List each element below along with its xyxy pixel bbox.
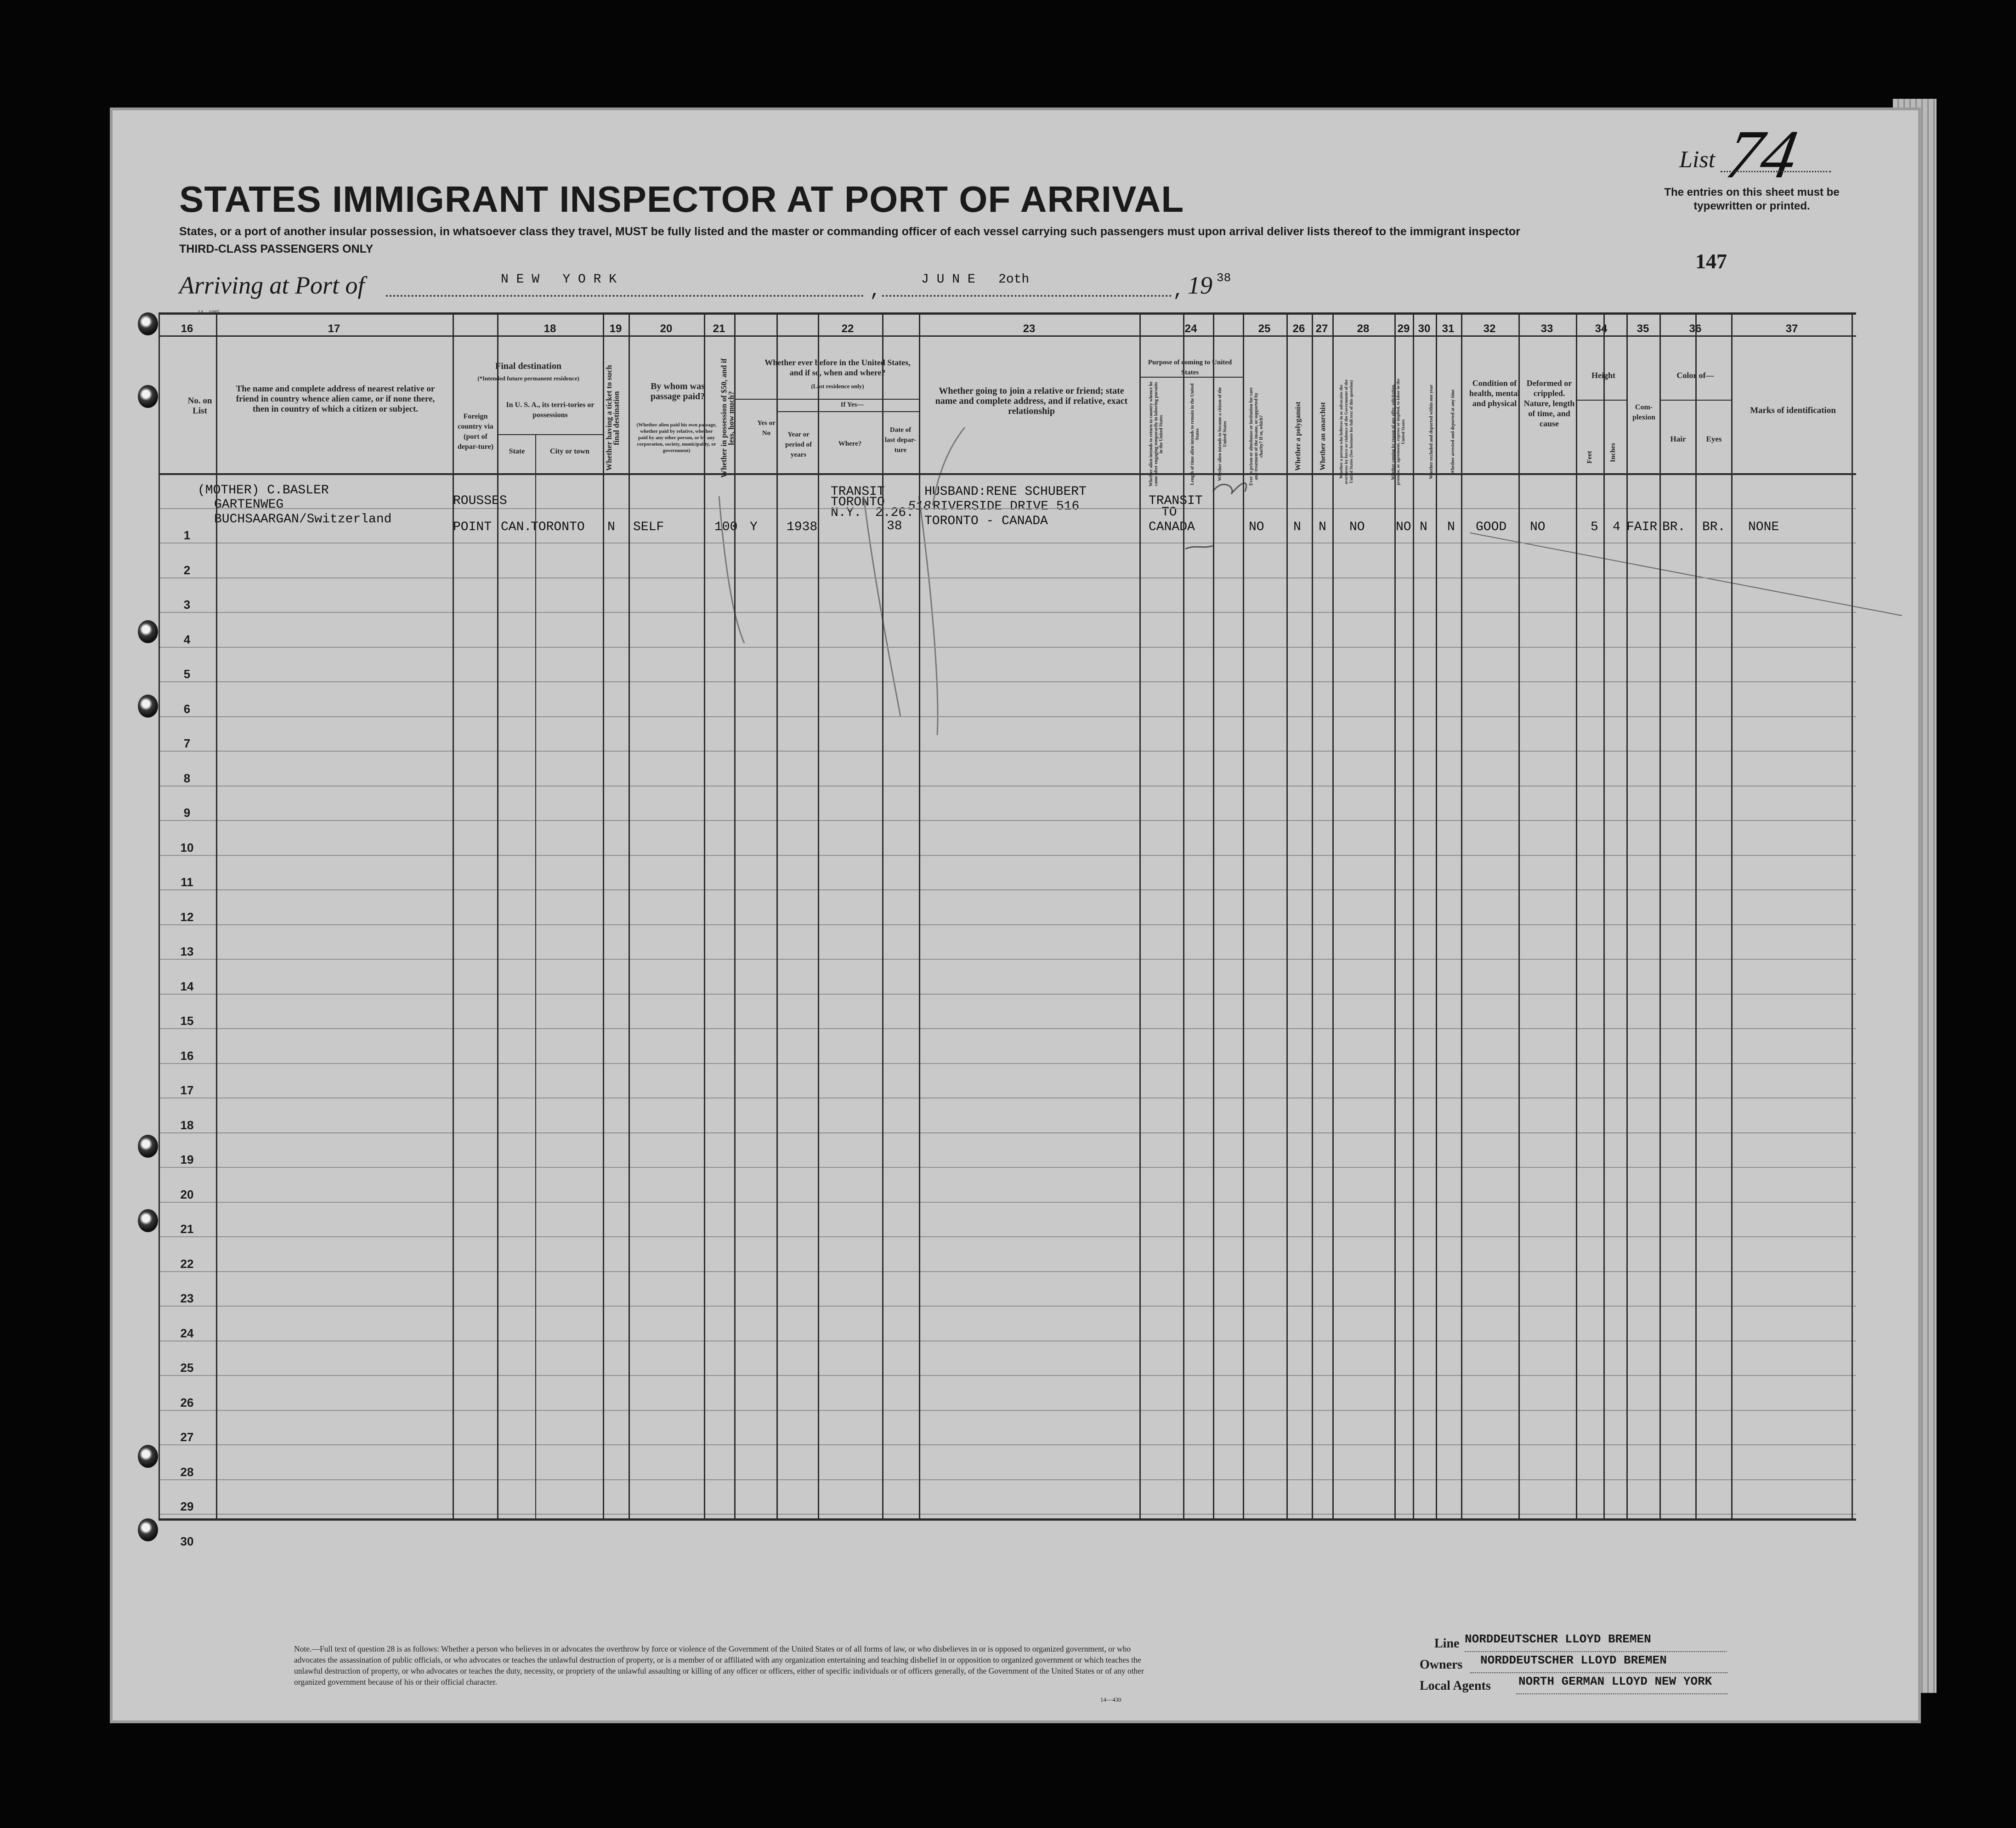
grid-vline bbox=[1183, 312, 1184, 1518]
column-number: 24 bbox=[1184, 323, 1197, 335]
row-rule bbox=[159, 1444, 1856, 1445]
header-c34-title: Height bbox=[1591, 371, 1615, 380]
list-label: List bbox=[1679, 147, 1716, 173]
row-rule bbox=[159, 751, 1856, 752]
page-title: STATES IMMIGRANT INSPECTOR AT PORT OF ARRIVAL bbox=[179, 179, 1184, 220]
grid-vline bbox=[882, 312, 883, 1518]
agents-underline bbox=[1516, 1693, 1727, 1694]
list-number: 74 bbox=[1721, 116, 1803, 192]
header-c20-title: By whom was passage paid? bbox=[650, 381, 705, 402]
header-c22-title: Whether ever before in the United States, and if so, when and where? bbox=[764, 358, 911, 377]
header-c24-title: Purpose of coming to United States bbox=[1148, 359, 1232, 376]
header-c36-eyes: Eyes bbox=[1706, 435, 1722, 443]
grid-vline bbox=[1286, 312, 1288, 1518]
grid-vline bbox=[1461, 312, 1462, 1518]
year-value: 1938 bbox=[787, 520, 818, 534]
grid-vline bbox=[704, 312, 705, 1518]
row-rule bbox=[159, 716, 1856, 717]
header-c22-year: Year or period of years bbox=[785, 431, 812, 458]
c28-value: NO bbox=[1349, 520, 1365, 534]
header-c33: Deformed or crippled. Nature, length of time, and cause bbox=[1523, 379, 1575, 428]
stamp-number: 147 bbox=[1695, 249, 1727, 273]
row-rule bbox=[159, 508, 1856, 509]
grid-vline bbox=[629, 312, 630, 1518]
comma: , bbox=[1173, 281, 1184, 302]
grid-vline bbox=[818, 312, 819, 1518]
header-c18-usa: In U. S. A., its terri-tories or possessions bbox=[506, 401, 595, 419]
row-number: 14 bbox=[180, 979, 194, 993]
c26-value: N bbox=[1293, 520, 1301, 534]
header-c31: Whether arrested and deported at any time bbox=[1450, 389, 1455, 475]
column-number: 34 bbox=[1595, 323, 1608, 335]
row-rule bbox=[159, 1271, 1856, 1272]
state-value: CAN. bbox=[501, 520, 532, 534]
column-number: 26 bbox=[1292, 323, 1305, 335]
grid-vline bbox=[1332, 312, 1334, 1518]
form-code: 14—1085 bbox=[198, 309, 220, 315]
header-c20-sub: (Whether alien paid his own passage, whether paid by relative, whether paid by any other person, or by any corporation, society, municipality, or government) bbox=[636, 422, 717, 453]
row-number: 8 bbox=[183, 771, 191, 785]
row-number: 25 bbox=[180, 1361, 194, 1375]
header-c37: Marks of identification bbox=[1750, 406, 1836, 415]
row-rule bbox=[159, 577, 1856, 578]
row-rule bbox=[159, 1375, 1856, 1376]
row-number: 17 bbox=[180, 1083, 194, 1097]
row-rule bbox=[159, 1028, 1856, 1029]
c31-value: N bbox=[1447, 520, 1455, 534]
join-line3: TORONTO - CANADA bbox=[924, 514, 1048, 528]
where-line2: TORONTO bbox=[831, 495, 885, 509]
row-number: 21 bbox=[180, 1222, 194, 1236]
year-suffix: 38 bbox=[1217, 271, 1231, 285]
money-value: 100 bbox=[714, 520, 738, 534]
grid-vline bbox=[453, 312, 454, 1518]
row-number: 18 bbox=[180, 1118, 194, 1132]
row-rule bbox=[159, 1410, 1856, 1411]
grid-vline bbox=[734, 312, 736, 1518]
grid-vline bbox=[1576, 312, 1577, 1518]
header-subline bbox=[1139, 377, 1243, 378]
purpose-line1: TRANSIT bbox=[1149, 494, 1203, 508]
header-c27: Whether an anarchist bbox=[1319, 402, 1327, 471]
column-number: 22 bbox=[841, 323, 854, 335]
header-subline bbox=[776, 411, 919, 412]
header-c35: Com-plexion bbox=[1632, 403, 1655, 421]
column-number: 29 bbox=[1397, 323, 1410, 335]
line-underline bbox=[1465, 1651, 1727, 1652]
c27-value: N bbox=[1319, 520, 1326, 534]
row-number: 20 bbox=[180, 1187, 194, 1201]
grid-vline bbox=[776, 312, 778, 1518]
header-c30: Whether excluded and deported within one year bbox=[1429, 385, 1434, 479]
row-rule bbox=[159, 786, 1856, 787]
deformed-value: NO bbox=[1530, 520, 1546, 534]
column-number: 27 bbox=[1315, 323, 1328, 335]
row-number: 3 bbox=[183, 598, 191, 611]
header-c22-yesno: Yes or No bbox=[757, 419, 776, 437]
row-rule bbox=[159, 855, 1856, 856]
column-number: 18 bbox=[544, 323, 556, 335]
agents-label: Local Agents bbox=[1420, 1679, 1491, 1693]
grid-vline bbox=[1731, 312, 1733, 1518]
row-rule bbox=[159, 994, 1856, 995]
row-rule bbox=[159, 681, 1856, 682]
column-number: 37 bbox=[1785, 323, 1798, 335]
header-c18-title: Final destination bbox=[495, 361, 561, 371]
entries-note: The entries on this sheet must be typewritten or printed. bbox=[1664, 186, 1840, 212]
owners-underline bbox=[1470, 1672, 1727, 1673]
grid-vline bbox=[497, 312, 498, 1518]
header-c25: Ever in prison or almshouse or institution for care and treatment of the insane, or supported by charity? If so, which? bbox=[1249, 387, 1264, 486]
health-value: GOOD bbox=[1476, 520, 1507, 534]
c29-value: NO bbox=[1396, 520, 1411, 534]
grid-vline bbox=[1394, 312, 1396, 1518]
column-number: 16 bbox=[181, 323, 193, 335]
row-number: 11 bbox=[181, 875, 193, 889]
row-number: 10 bbox=[180, 840, 194, 855]
eyes-value: BR. bbox=[1702, 520, 1726, 534]
c30-value: N bbox=[1420, 520, 1427, 534]
row-rule bbox=[159, 1479, 1856, 1480]
header-c32: Condition of health, mental and physical bbox=[1469, 379, 1520, 408]
purpose-line2: TO bbox=[1161, 505, 1177, 520]
before-us-value: Y bbox=[750, 520, 758, 534]
row-number: 12 bbox=[180, 910, 194, 924]
column-number: 36 bbox=[1689, 323, 1702, 335]
row-number: 30 bbox=[180, 1534, 194, 1548]
grid-vline bbox=[1695, 312, 1697, 1518]
grid-vline bbox=[1243, 312, 1244, 1518]
relative-line3: BUCHSAARGAN/Switzerland bbox=[214, 512, 392, 526]
hair-value: BR. bbox=[1662, 520, 1686, 534]
grid-vline bbox=[1413, 312, 1414, 1518]
grid-vline bbox=[1603, 312, 1605, 1518]
row-number: 23 bbox=[180, 1291, 194, 1305]
row-rule bbox=[159, 612, 1856, 613]
inches-value: 4 bbox=[1613, 520, 1620, 534]
where-line3: N.Y. bbox=[831, 506, 862, 520]
grid-vline bbox=[919, 312, 920, 1518]
header-c24-c: Whether alien intends to become a citizen of the United States bbox=[1218, 387, 1228, 481]
header-c26: Whether a polygamist bbox=[1294, 402, 1302, 471]
row-rule bbox=[159, 1306, 1856, 1307]
header-subline bbox=[1659, 400, 1731, 401]
row-number: 26 bbox=[180, 1395, 194, 1409]
grid-vline bbox=[1436, 312, 1437, 1518]
footnote-code: 14—430 bbox=[1100, 1696, 1121, 1703]
row-number: 19 bbox=[180, 1153, 194, 1166]
row-number: 9 bbox=[183, 806, 191, 820]
footnote: Note.—Full text of question 28 is as follows: Whether a person who believes in or advocates the overthrow by force or violence of the Government of the United States or of all forms of law, or who disbelieves in or is opposed to organized government, or who advocates the assassination of public officials, or who advocates or teaches the unlawful destruction of property, or is a member of or affiliated with any organization entertaining and teaching disbelief in or opposition to organized government or which teaches the unlawful destruction of property, or who advocates or teaches the duty, necessity, or propriety of the unlawful assaulting or killing of any officer or officers, either of specific individuals or of officers generally, of the Government of the United States or of any other organized government because of his or their official character. bbox=[294, 1644, 1144, 1687]
row-number: 16 bbox=[180, 1048, 194, 1063]
owners-value: NORDDEUTSCHER LLOYD BREMEN bbox=[1480, 1653, 1667, 1667]
instructions-text: States, or a port of another insular possession, in whatsoever class they travel, MUST be fully listed and the master or commanding officer of each vessel carrying such passengers must upon arrival deliver lists thereof to the immigrant inspector bbox=[179, 225, 1520, 238]
header-c19: Whether having a ticket to such final destination bbox=[605, 365, 621, 471]
header-c23: Whether going to join a relative or friend; state name and complete address, and if relative, exact relationship bbox=[935, 386, 1128, 416]
row-rule bbox=[159, 1514, 1856, 1515]
row-number: 22 bbox=[180, 1256, 194, 1271]
port-value: N E W Y O R K bbox=[501, 272, 617, 287]
row-number: 1 bbox=[183, 528, 191, 542]
column-number: 20 bbox=[660, 323, 673, 335]
marks-value: NONE bbox=[1748, 520, 1779, 534]
row-number: 7 bbox=[183, 736, 191, 750]
row-rule bbox=[159, 1202, 1856, 1203]
header-c36-hair: Hair bbox=[1670, 435, 1686, 443]
owners-label: Owners bbox=[1420, 1658, 1463, 1672]
grid-vline bbox=[1213, 312, 1214, 1518]
row-rule bbox=[159, 1132, 1856, 1133]
column-number: 23 bbox=[1023, 323, 1036, 335]
grid-vline bbox=[1518, 312, 1520, 1518]
column-number: 25 bbox=[1258, 323, 1271, 335]
header-c24-b: Length of time alien intends to remain in the United States bbox=[1190, 383, 1200, 485]
row-rule bbox=[159, 1236, 1856, 1237]
grid-vline bbox=[1659, 312, 1661, 1518]
purpose-line3: CANADA bbox=[1149, 520, 1195, 534]
row-rule bbox=[159, 959, 1856, 960]
grid-vline bbox=[216, 312, 217, 1518]
foreign-port-line2: POINT bbox=[453, 520, 492, 534]
row-number: 5 bbox=[183, 667, 191, 681]
row-rule bbox=[159, 924, 1856, 925]
row-rule bbox=[159, 647, 1856, 648]
agents-value: NORTH GERMAN LLOYD NEW YORK bbox=[1518, 1675, 1712, 1688]
header-c21: Whether in possession of $50, and if less, how much? bbox=[719, 358, 736, 478]
header-c17: The name and complete address of nearest relative or friend in country whence alien came, or if none there, then in country of which a citizen or subject. bbox=[236, 384, 435, 414]
c25-value: NO bbox=[1249, 520, 1264, 534]
grid-vline bbox=[1139, 312, 1141, 1518]
paid-by-value: SELF bbox=[633, 520, 664, 534]
ticket-value: N bbox=[607, 520, 615, 534]
grid-vline bbox=[1312, 312, 1313, 1518]
row-number: 13 bbox=[180, 945, 194, 958]
row-number: 2 bbox=[183, 563, 191, 577]
grid-vline bbox=[1852, 312, 1853, 1518]
header-c34-inches: Inches bbox=[1609, 443, 1617, 462]
column-number: 30 bbox=[1418, 323, 1431, 335]
header-c18-state: State bbox=[509, 447, 525, 455]
relative-line1: (MOTHER) C.BASLER bbox=[198, 483, 329, 498]
row-number: 24 bbox=[180, 1326, 194, 1340]
city-value: TORONTO bbox=[531, 520, 585, 534]
date-value: J U N E 2oth bbox=[921, 272, 1030, 287]
header-c16: No. on List bbox=[187, 396, 212, 416]
row-number: 6 bbox=[183, 702, 191, 716]
column-number: 19 bbox=[609, 323, 622, 335]
join-line2-prefix: 518 bbox=[908, 499, 931, 514]
row-number: 29 bbox=[180, 1500, 194, 1513]
departure-line1: 2.26. bbox=[875, 506, 914, 520]
complexion-value: FAIR bbox=[1626, 520, 1658, 534]
line-label: Line bbox=[1434, 1636, 1460, 1651]
header-c18-city: City or town bbox=[550, 447, 589, 455]
header-c29: Whether coming by reason of any offer, solicitation, promise, or agreement, express or implied, to labor in the United States bbox=[1391, 379, 1406, 485]
header-c18-sub: (*Intended future permanent residence) bbox=[477, 375, 579, 382]
grid-vline bbox=[535, 434, 536, 1518]
column-number: 33 bbox=[1540, 323, 1553, 335]
grid-hline bbox=[159, 335, 1856, 337]
class-line: THIRD-CLASS PASSENGERS ONLY bbox=[179, 243, 374, 255]
relative-line2: GARTENWEG bbox=[214, 498, 284, 512]
header-c22-where: Where? bbox=[838, 440, 862, 447]
header-c22-date: Date of last depar-ture bbox=[884, 426, 917, 454]
line-value: NORDDEUTSCHER LLOYD BREMEN bbox=[1465, 1632, 1651, 1646]
header-subline bbox=[734, 399, 919, 400]
grid-vline bbox=[603, 312, 604, 1518]
row-rule bbox=[159, 889, 1856, 890]
row-number: 15 bbox=[180, 1014, 194, 1028]
row-rule bbox=[159, 820, 1856, 821]
join-line1: HUSBAND:RENE SCHUBERT bbox=[924, 485, 1087, 499]
departure-line2: 38 bbox=[887, 519, 902, 533]
row-number: 27 bbox=[180, 1430, 194, 1444]
join-line2: RIVERSIDE DRIVE 516 bbox=[933, 499, 1080, 514]
header-c22-ifyes: If Yes— bbox=[840, 401, 864, 408]
grid-vline bbox=[1626, 312, 1628, 1518]
header-subline bbox=[497, 434, 603, 435]
comma: , bbox=[870, 281, 881, 302]
where-line1: TRANSIT bbox=[831, 485, 885, 499]
column-number: 32 bbox=[1483, 323, 1496, 335]
grid-vline bbox=[159, 312, 160, 1518]
grid-hline bbox=[159, 1518, 1856, 1521]
arriving-label: Arriving at Port of bbox=[179, 272, 365, 299]
column-number: 21 bbox=[713, 323, 725, 335]
column-number: 17 bbox=[328, 323, 340, 335]
row-rule bbox=[159, 1167, 1856, 1168]
column-number: 31 bbox=[1442, 323, 1455, 335]
column-number: 28 bbox=[1357, 323, 1370, 335]
row-number: 4 bbox=[183, 632, 191, 646]
header-subline bbox=[1576, 400, 1626, 401]
grid-hline bbox=[159, 312, 1856, 315]
row-rule bbox=[159, 1063, 1856, 1064]
header-c18-foreign: Foreign country via (port of depar-ture) bbox=[457, 413, 494, 451]
header-c24-a: Whether alien intends to return to country whence he came after engaging temporarily in laboring pursuits in the United States bbox=[1149, 381, 1164, 487]
year-prefix: 19 bbox=[1188, 272, 1212, 299]
header-c34-feet: Feet bbox=[1586, 451, 1593, 464]
grid-hline bbox=[159, 473, 1856, 475]
header-c36-title: Color of— bbox=[1676, 371, 1714, 380]
header-c28: Whether a person who believes in or advocates the overthrow by force or violence of the Government of the United States (See footnote for full text of this question) bbox=[1339, 379, 1354, 484]
row-number: 28 bbox=[180, 1465, 194, 1479]
column-number: 35 bbox=[1637, 323, 1649, 335]
header-c22-sub: (Last residence only) bbox=[811, 383, 864, 390]
feet-value: 5 bbox=[1591, 520, 1598, 534]
foreign-port-line1: ROUSSES bbox=[453, 494, 507, 508]
